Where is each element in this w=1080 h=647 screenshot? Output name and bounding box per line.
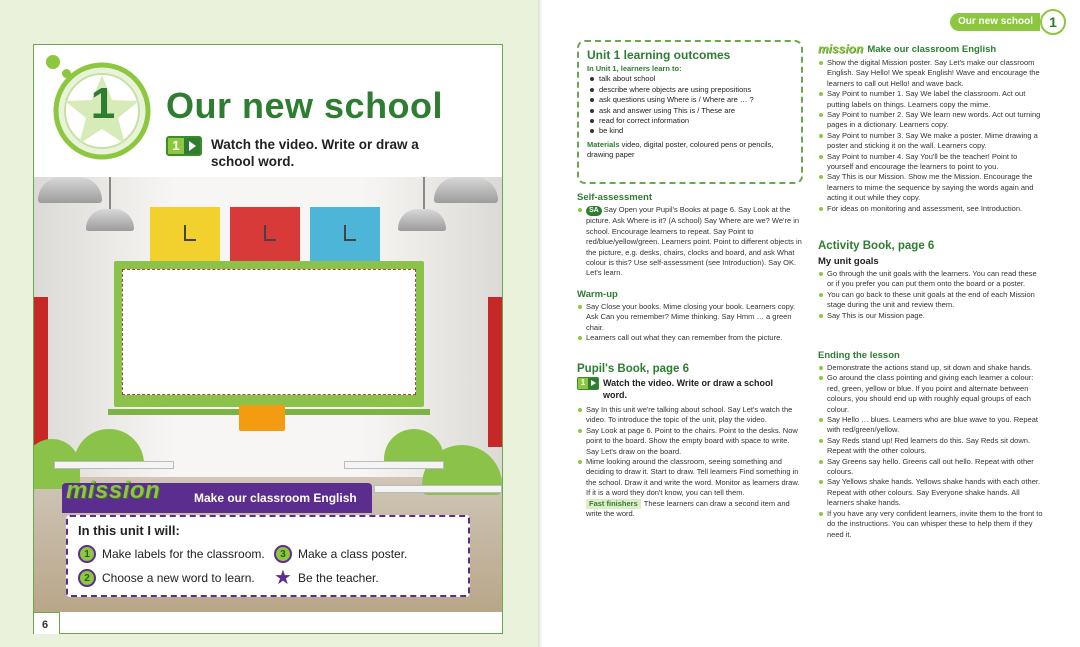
list-item: For ideas on monitoring and assessment, see Introduction. — [818, 204, 1044, 214]
desk — [374, 485, 502, 493]
mission-logo: mission — [66, 477, 161, 504]
mission-goal — [78, 569, 255, 587]
unit-number: 1 — [90, 79, 116, 128]
ceiling-lamp — [38, 177, 102, 203]
blue-clock-panel — [310, 207, 380, 269]
list-item: talk about school — [589, 74, 793, 84]
page-title: Our new school — [166, 85, 444, 126]
list-item: Say Point to number 2. Say We learn new words. Act out turning pages in a dictionary. Learners copy. — [818, 110, 1044, 131]
whiteboard-frame — [114, 261, 424, 407]
activity-book-section — [818, 240, 1044, 321]
video-badge[interactable] — [166, 136, 202, 156]
list-item: Say Greens say hello. Greens call out hello. Repeat with other colours. — [818, 457, 1044, 478]
goal-number-icon: 3 — [274, 545, 292, 563]
desk — [54, 461, 174, 469]
empty-whiteboard[interactable] — [122, 269, 416, 395]
outcomes-list — [589, 74, 793, 136]
play-icon — [588, 378, 598, 389]
video-activity — [166, 136, 466, 169]
list-item: Say In this unit we're talking about school. Say Let's watch the video. To introduce the topic of the unit, play the video. — [577, 405, 803, 426]
list-item: Say Point to number 3. Say We make a poster. Mime drawing a poster and sticking it on the wall. Learners copy. — [818, 131, 1044, 152]
learning-outcomes-box — [577, 40, 803, 184]
goal-text: Make labels for the classroom. — [102, 547, 265, 561]
video-badge[interactable] — [577, 377, 599, 390]
mission-ribbon — [62, 477, 372, 513]
list-item: Go through the unit goals with the learners. You can read these or if you prefer you can put them onto the board or a poster. — [818, 269, 1044, 290]
fast-finishers — [577, 499, 803, 520]
video-number: 1 — [578, 378, 588, 389]
list-item: ask questions using Where is / Where are … ? — [589, 95, 793, 105]
list-item: Say This is our Mission. Show me the Mission. Encourage the learners to mime the sequence by saying the words again and acting it out while they copy. — [818, 172, 1044, 203]
yellow-clock-panel — [150, 207, 220, 269]
pupil-book-page — [33, 44, 503, 634]
list-item: Show the digital Mission poster. Say Let's make our classroom English. Say Hello! We speak English! Wave and encourage the learners to call out Hello! and wave back. — [818, 58, 1044, 89]
goal-text: Make a class poster. — [298, 547, 408, 561]
play-icon — [184, 138, 200, 154]
materials-label: Materials — [587, 139, 620, 149]
list-item — [577, 205, 803, 279]
mission-goal — [274, 545, 407, 563]
list-item: Say Look at page 6. Point to the chairs. Point to the desks. Now point to the board. Show the empty board with space to write. Say Let's draw on the board. — [577, 426, 803, 457]
list-item: Say Reds stand up! Red learners do this. Say Reds sit down. Repeat with the other colours. — [818, 436, 1044, 457]
red-pillar — [488, 297, 502, 447]
section-title: Pupil's Book, page 6 — [577, 363, 690, 375]
self-assessment-text: Say Open your Pupil's Books at page 6. Say Look at the picture. Ask Where is it? (A school) Say Where are we? We're in school. Encourage learners to repeat. Say Point to red/blue/yellow/green. Learners point. Point to different objects in the picture, e.g. desks, chairs, clocks and board, and ask What colour is this? Use self-assessment (see Introduction). Say OK. Let's learn. — [586, 205, 802, 278]
list-item: Say Yellows shake hands. Yellows shake hands with each other. Repeat with other colours. Say Everyone shake hands. All learners shake hands. — [818, 477, 1044, 508]
mission-title: Make our classroom English — [867, 43, 997, 55]
mission-logo: mission — [818, 42, 864, 56]
list-item: Demonstrate the actions stand up, sit down and shake hands. — [818, 363, 1044, 373]
mission-section — [818, 42, 1044, 214]
fast-finishers-text: These learners can draw a second item and write the word. — [586, 498, 790, 519]
section-title: Self-assessment — [577, 192, 652, 203]
pb-video-activity — [577, 377, 803, 401]
mission-label: Make our classroom English — [194, 491, 357, 505]
goal-number-icon: 2 — [78, 569, 96, 587]
self-assessment-section — [577, 192, 803, 279]
mission-box — [66, 515, 470, 597]
warm-up-section — [577, 289, 803, 344]
sa-badge: SA — [586, 206, 602, 216]
ending-section — [818, 350, 1044, 540]
list-item: Learners call out what they can remember from the picture. — [577, 333, 803, 343]
goal-text: Be the teacher. — [297, 571, 379, 585]
goals-title: My unit goals — [818, 256, 879, 267]
list-item: describe where objects are using prepositions — [589, 85, 793, 95]
star-icon: ★ — [274, 567, 292, 589]
video-instruction: Watch the video. Write or draw a school word. — [211, 137, 419, 169]
fast-finishers-label: Fast finishers — [586, 499, 641, 509]
list-item: read for correct information — [589, 116, 793, 126]
list-item: You can go back to these unit goals at the end of each Mission stage during the unit and review them. — [818, 290, 1044, 311]
goal-number-icon: 1 — [78, 545, 96, 563]
mission-goal — [274, 569, 379, 587]
materials-text: video, digital poster, coloured pens or pencils, drawing paper — [587, 139, 774, 160]
ceiling-lamp — [434, 177, 498, 203]
outcomes-intro: In Unit 1, learners learn to: — [587, 64, 682, 73]
list-item: Say Point to number 1. Say We label the classroom. Act out putting labels on things. Learners copy the mime. — [818, 89, 1044, 110]
list-item: Mime looking around the classroom, seeing something and deciding to draw it. Start to draw. Tell learners Find something in the school. Draw it and write the word. Monitor as learners draw. If it is a word they don't know, you can tell them. — [577, 457, 803, 499]
goal-text: Choose a new word to learn. — [102, 571, 255, 585]
mission-heading: In this unit I will: — [78, 523, 180, 538]
unit-tab-number: 1 — [1040, 9, 1066, 35]
red-pillar — [34, 297, 48, 447]
list-item: Say Hello … blues. Learners who are blue wave to you. Repeat with red/green/yellow. — [818, 415, 1044, 436]
list-item: Say This is our Mission page. — [818, 311, 1044, 321]
list-item: Go around the class pointing and giving each learner a colour: red, green, yellow or blue. If you point and alternate between colours, you should end up with roughly equal groups of each colour. — [818, 373, 1044, 415]
materials — [587, 140, 793, 161]
unit-tab: Our new school — [950, 13, 1040, 31]
red-clock-panel — [230, 207, 300, 269]
section-title: Warm-up — [577, 289, 618, 300]
video-number: 1 — [168, 138, 184, 154]
list-item: ask and answer using This is / These are — [589, 106, 793, 116]
list-item: Say Point to number 4. Say You'll be the teacher! Point to yourself and encourage the learners to point to you. — [818, 152, 1044, 173]
section-title — [818, 42, 1044, 56]
page-number: 6 — [34, 612, 60, 634]
orange-drawer — [239, 405, 285, 431]
list-item: Say Close your books. Mime closing your book. Learners copy. Ask Can you remember? Mime thinking. Say Hmm … a green chair. — [577, 302, 803, 333]
desk — [344, 461, 444, 469]
section-title: Activity Book, page 6 — [818, 240, 935, 252]
pb-video-text: Watch the video. Write or draw a school word. — [603, 378, 774, 400]
section-title: Ending the lesson — [818, 350, 900, 361]
pupils-book-section — [577, 363, 803, 519]
outcomes-title: Unit 1 learning outcomes — [587, 48, 731, 62]
mission-goal — [78, 545, 265, 563]
list-item: be kind — [589, 126, 793, 136]
list-item: If you have any very confident learners, invite them to the front to do the instructions. You can whisper these to help them if they need it. — [818, 509, 1044, 540]
